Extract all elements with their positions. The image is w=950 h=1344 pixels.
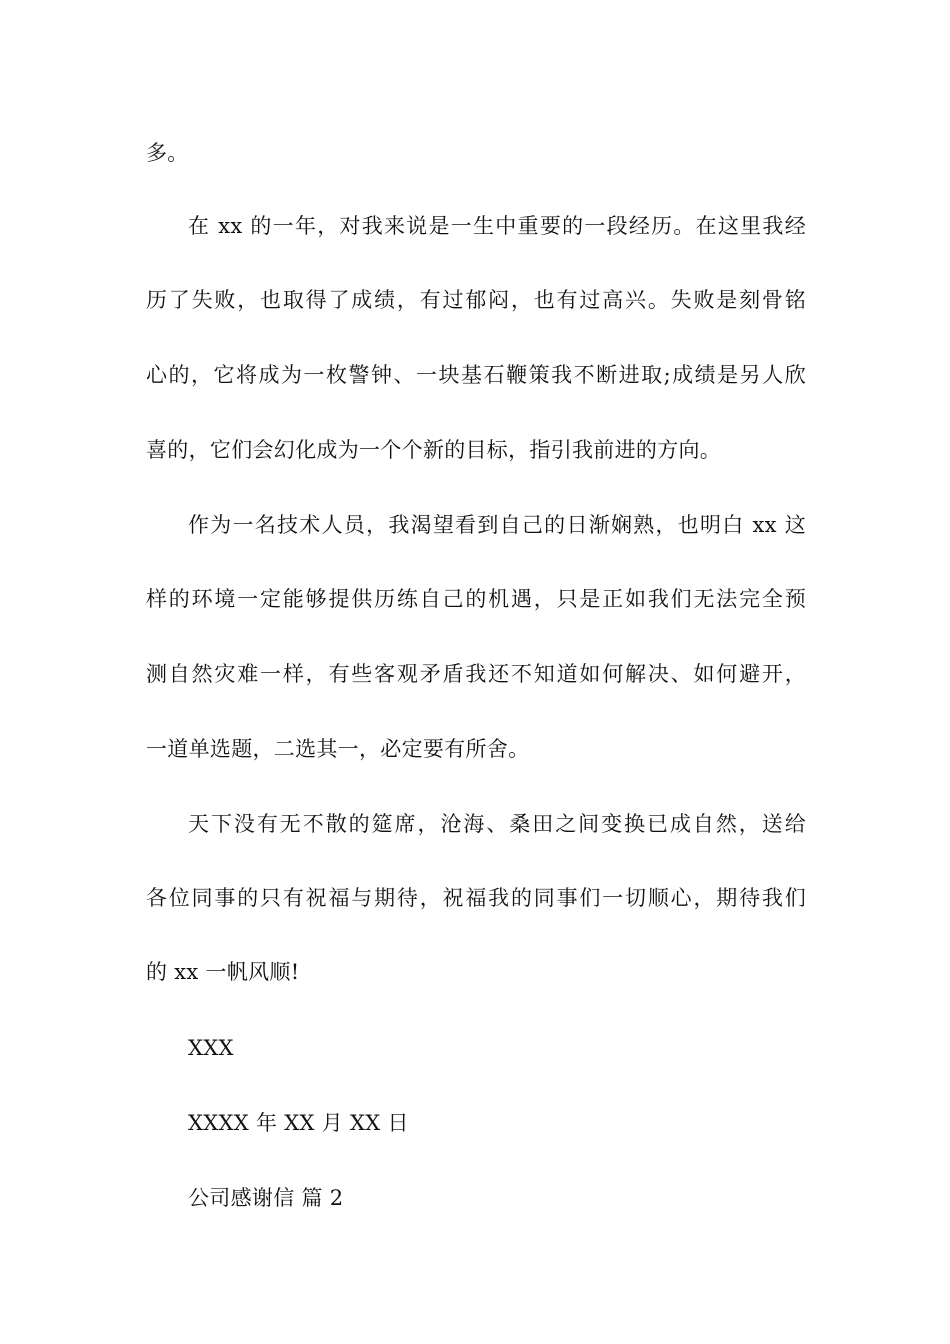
paragraph-line: 在 xx 的一年，对我来说是一生中重要的一段经历。在这里我经 [188, 214, 806, 238]
paragraph-line: 一道单选题，二选其一，必定要有所舍。 [146, 737, 530, 761]
paragraph-line: 测自然灾难一样，有些客观矛盾我还不知道如何解决、如何避开， [146, 662, 806, 686]
paragraph-line: 作为一名技术人员，我渴望看到自己的日渐娴熟，也明白 xx 这 [188, 513, 806, 537]
paragraph-line: 样的环境一定能够提供历练自己的机遇，只是正如我们无法完全预 [146, 587, 806, 611]
section-heading: 公司感谢信 篇 2 [188, 1186, 344, 1210]
paragraph-line: 天下没有无不散的筵席，沧海、桑田之间变换已成自然，送给 [188, 812, 806, 836]
paragraph-line: 各位同事的只有祝福与期待，祝福我的同事们一切顺心，期待我们 [146, 886, 806, 910]
date: XXXX 年 XX 月 XX 日 [188, 1111, 409, 1135]
paragraph-line: 多。 [146, 141, 189, 165]
signature: XXX [188, 1036, 234, 1060]
paragraph-line: 历了失败，也取得了成绩，有过郁闷，也有过高兴。失败是刻骨铭 [146, 288, 806, 312]
paragraph-line: 的 xx 一帆风顺! [146, 960, 300, 984]
paragraph-line: 心的，它将成为一枚警钟、一块基石鞭策我不断进取;成绩是另人欣 [146, 363, 806, 387]
paragraph-line: 喜的，它们会幻化成为一个个新的目标，指引我前进的方向。 [146, 438, 722, 462]
